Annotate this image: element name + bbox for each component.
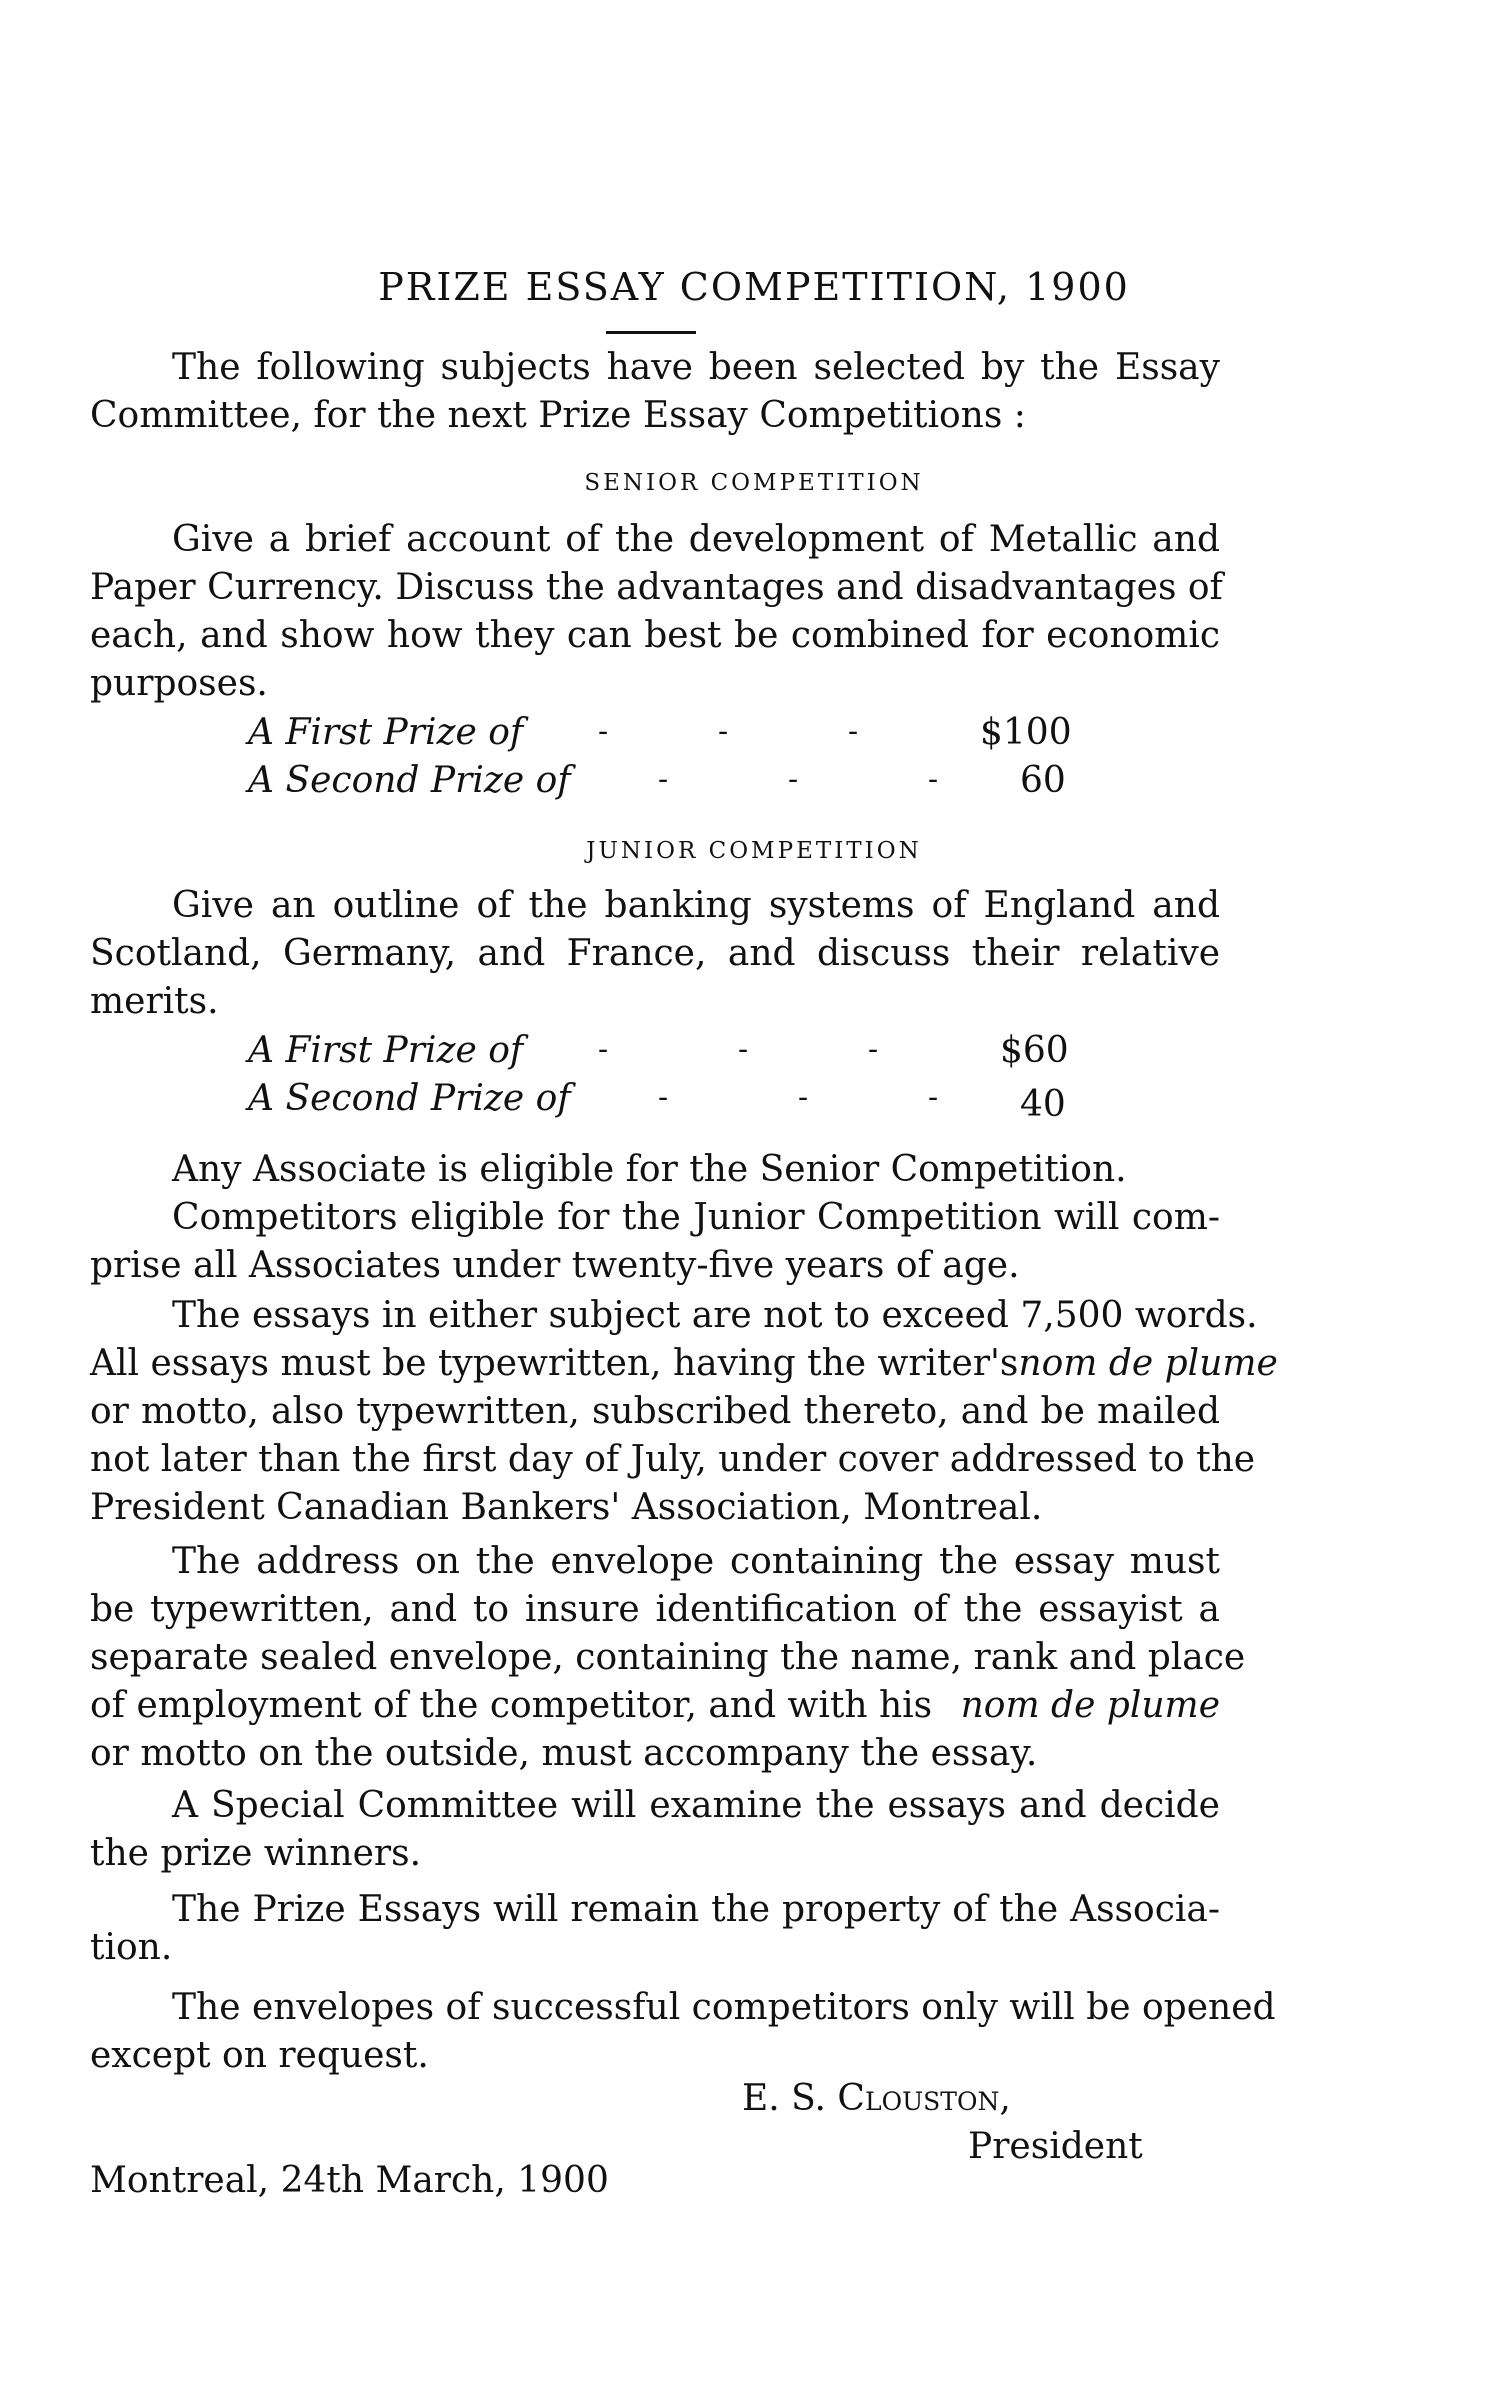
rule-line: The Prize Essays will remain the property of the Associa- xyxy=(172,1889,1220,1930)
junior-second-prize-amount: 40 xyxy=(1020,1084,1066,1125)
signatory-name: E. S. Clouston, xyxy=(742,2078,1011,2119)
rule-line: not later than the first day of July, under cover addressed to the xyxy=(90,1439,1256,1480)
senior-line-3: each, and show how they can best be combined for economic xyxy=(90,615,1220,656)
rule-line: A Special Committee will examine the essays and decide xyxy=(172,1785,1220,1826)
junior-first-prize-amount: $60 xyxy=(1000,1030,1069,1071)
rule-line: The envelopes of successful competitors only will be opened xyxy=(172,1987,1276,2028)
rule-text: All essays must be typewritten, having the writer's xyxy=(90,1343,1019,1384)
rule-line: separate sealed envelope, containing the name, rank and place xyxy=(90,1637,1246,1678)
rule-line: Any Associate is eligible for the Senior Competition. xyxy=(172,1149,1127,1190)
leader-dash: - xyxy=(848,714,859,749)
leader-dash: - xyxy=(658,762,669,797)
leader-dash: - xyxy=(598,1032,609,1067)
intro-line-1: The following subjects have been selected by the Essay xyxy=(172,347,1220,388)
signatory-title: President xyxy=(968,2126,1143,2167)
senior-second-prize-label: A Second Prize of xyxy=(248,760,571,801)
rule-italic-text: nom de plume xyxy=(1018,1343,1278,1384)
place-and-date: Montreal, 24th March, 1900 xyxy=(90,2160,609,2201)
leader-dash: - xyxy=(718,714,729,749)
rule-line: prise all Associates under twenty-five years of age. xyxy=(90,1245,1020,1286)
leader-dash: - xyxy=(658,1080,669,1115)
leader-dash: - xyxy=(598,714,609,749)
rule-line: or motto on the outside, must accompany the essay. xyxy=(90,1733,1038,1774)
rule-line: The address on the envelope containing the essay must xyxy=(172,1541,1220,1582)
rule-text: of employment of the competitor, and with his xyxy=(90,1685,933,1726)
leader-dash: - xyxy=(928,762,939,797)
senior-first-prize-label: A First Prize of xyxy=(248,712,524,753)
senior-line-4: purposes. xyxy=(90,663,268,704)
leader-dash: - xyxy=(738,1032,749,1067)
rule-line: the prize winners. xyxy=(90,1833,422,1874)
rule-line-mixed xyxy=(90,1342,1278,1386)
leader-dash: - xyxy=(868,1032,879,1067)
title-rule xyxy=(606,331,696,334)
senior-second-prize-amount: 60 xyxy=(1020,760,1066,801)
junior-heading: JUNIOR COMPETITION xyxy=(586,838,922,864)
junior-line-3: merits. xyxy=(90,981,219,1022)
rule-line: Competitors eligible for the Junior Competition will com- xyxy=(172,1197,1220,1238)
junior-line-2: Scotland, Germany, and France, and discuss their relative xyxy=(90,933,1220,974)
rule-line: except on request. xyxy=(90,2035,429,2076)
junior-second-prize-label: A Second Prize of xyxy=(248,1078,571,1119)
rule-line: be typewritten, and to insure identification of the essayist a xyxy=(90,1589,1220,1630)
senior-line-1: Give a brief account of the development of Metallic and xyxy=(172,519,1220,560)
rule-line: The essays in either subject are not to exceed 7,500 words. xyxy=(172,1295,1258,1336)
leader-dash: - xyxy=(798,1080,809,1115)
rule-line: or motto, also typewritten, subscribed thereto, and be mailed xyxy=(90,1391,1220,1432)
rule-line-mixed xyxy=(90,1684,1220,1728)
rule-italic-text: nom de plume xyxy=(960,1685,1220,1726)
rule-line: tion. xyxy=(90,1927,173,1968)
senior-first-prize-amount: $100 xyxy=(980,712,1072,753)
senior-heading: SENIOR COMPETITION xyxy=(584,470,924,496)
intro-line-2: Committee, for the next Prize Essay Competitions : xyxy=(90,395,1026,436)
leader-dash: - xyxy=(928,1080,939,1115)
junior-line-1: Give an outline of the banking systems of England and xyxy=(172,885,1220,926)
page-title: PRIZE ESSAY COMPETITION, 1900 xyxy=(378,265,1130,309)
junior-first-prize-label: A First Prize of xyxy=(248,1030,524,1071)
rule-line: President Canadian Bankers' Association, Montreal. xyxy=(90,1487,1043,1528)
senior-line-2: Paper Currency. Discuss the advantages and disadvantages of xyxy=(90,567,1223,608)
leader-dash: - xyxy=(788,762,799,797)
